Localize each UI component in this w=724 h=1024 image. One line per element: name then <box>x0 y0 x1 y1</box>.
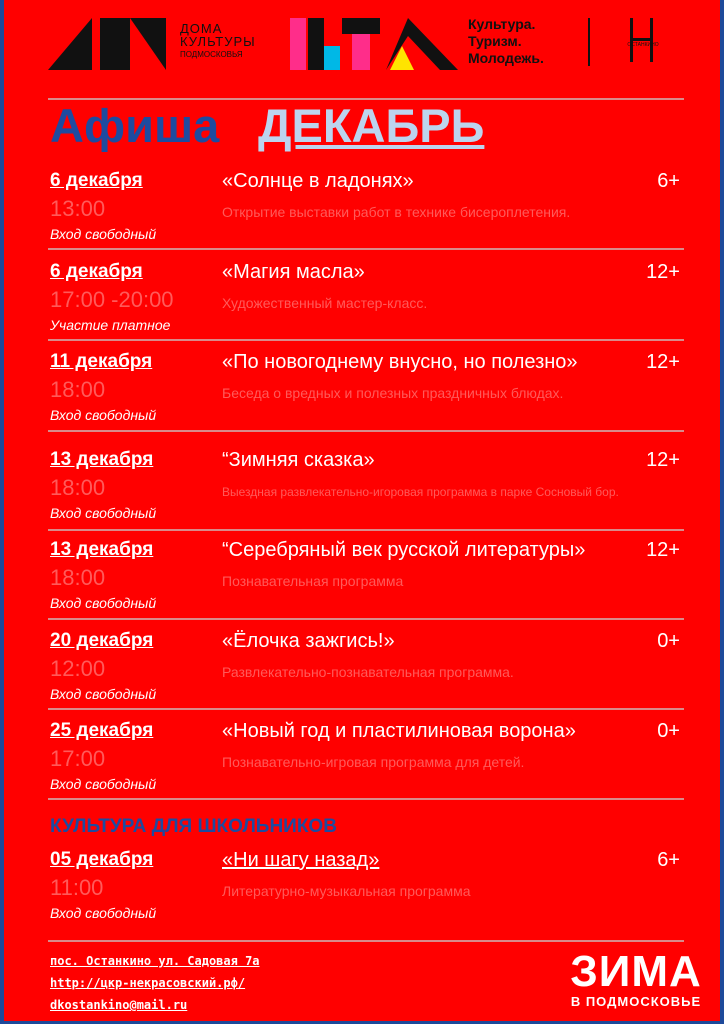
dk-logo-line3: ПОДМОСКОВЬЯ <box>180 50 243 59</box>
event-entry: Вход свободный <box>50 505 157 521</box>
footer-contacts <box>50 950 260 1016</box>
event-entry: Вход свободный <box>50 905 157 921</box>
event-desc: Выездная развлекательно-игоровая программа в парке Сосновый бор. <box>222 485 619 499</box>
event-name: «Ни шагу назад» <box>222 849 380 871</box>
event-date: 05 декабря <box>50 849 154 870</box>
event-item <box>50 720 686 810</box>
event-desc: Открытие выставки работ в технике бисероплетения. <box>222 204 571 220</box>
event-date: 11 декабря <box>50 351 153 372</box>
section-title: КУЛЬТУРА ДЛЯ ШКОЛЬНИКОВ <box>50 816 337 837</box>
event-item <box>50 849 686 939</box>
event-time: 18:00 <box>50 475 106 500</box>
event-entry: Вход свободный <box>50 776 157 792</box>
event-desc: Беседа о вредных и полезных праздничных блюдах. <box>222 385 564 401</box>
event-age: 12+ <box>646 539 680 561</box>
event-date: 20 декабря <box>50 630 154 651</box>
dk-logo-icon <box>48 16 168 72</box>
event-date: 13 декабря <box>50 449 154 470</box>
event-desc: Художественный мастер-класс. <box>222 295 428 311</box>
divider <box>48 248 684 250</box>
divider-bottom <box>48 940 684 942</box>
event-item <box>50 630 686 720</box>
event-entry: Вход свободный <box>50 686 157 702</box>
divider <box>48 708 684 710</box>
event-date: 6 декабря <box>50 261 143 282</box>
event-item <box>50 539 686 629</box>
header-logos <box>4 0 720 90</box>
event-name: «По новогоднему внусно, но полезно» <box>222 351 578 373</box>
divider <box>48 339 684 341</box>
title-afisha: Афиша <box>50 99 220 152</box>
event-age: 12+ <box>646 261 680 283</box>
header-divider <box>588 18 590 66</box>
event-name: «Солнце в ладонях» <box>222 170 414 192</box>
event-age: 0+ <box>657 630 680 652</box>
ministry-line3: Молодежь. <box>468 50 544 66</box>
event-time: 17:00 <box>50 746 106 771</box>
event-item <box>50 351 686 441</box>
zima-logo-title: ЗИМА <box>570 947 702 996</box>
event-date: 6 декабря <box>50 170 143 191</box>
event-date: 25 декабря <box>50 720 154 741</box>
footer-website-link[interactable]: http://цкр-некрасовский.рф/ <box>50 976 246 990</box>
event-entry: Участие платное <box>50 317 171 333</box>
ministry-line1: Культура. <box>468 16 536 32</box>
event-age: 12+ <box>646 449 680 471</box>
event-age: 6+ <box>657 170 680 192</box>
event-time: 11:00 <box>50 875 104 900</box>
ostankino-logo-text: ОСТАНКИНО <box>627 42 659 48</box>
divider <box>48 798 684 800</box>
event-entry: Вход свободный <box>50 595 157 611</box>
event-item <box>50 449 686 539</box>
event-item <box>50 170 686 260</box>
ministry-logo-text <box>468 16 544 67</box>
event-time: 12:00 <box>50 656 106 681</box>
event-date: 13 декабря <box>50 539 154 560</box>
event-age: 0+ <box>657 720 680 742</box>
ministry-logo-icon <box>290 16 460 72</box>
event-entry: Вход свободный <box>50 226 157 242</box>
zima-logo-subtitle: В ПОДМОСКОВЬЕ <box>570 994 702 1009</box>
event-desc: Развлекательно-познавательная программа. <box>222 664 514 680</box>
event-name: “Серебряный век русской литературы» <box>222 539 586 561</box>
event-desc: Литературно-музыкальная программа <box>222 883 471 899</box>
event-time: 18:00 <box>50 565 106 590</box>
dk-logo-text <box>180 22 256 61</box>
event-name: «Новый год и пластилиновая ворона» <box>222 720 576 742</box>
event-time: 18:00 <box>50 377 106 402</box>
title-month: ДЕКАБРЬ <box>258 99 485 152</box>
dk-logo-line1: ДОМА <box>180 21 223 36</box>
event-age: 12+ <box>646 351 680 373</box>
event-entry: Вход свободный <box>50 407 157 423</box>
event-name: “Зимняя сказка» <box>222 449 375 471</box>
event-name: «Магия масла» <box>222 261 365 283</box>
divider <box>48 529 684 531</box>
event-time: 17:00 -20:00 <box>50 287 174 312</box>
footer-address: пос. Останкино ул. Садовая 7а <box>50 954 260 968</box>
event-item <box>50 261 686 351</box>
dk-logo-line2: КУЛЬТУРЫ <box>180 34 256 49</box>
divider <box>48 618 684 620</box>
event-desc: Познавательно-игровая программа для детей. <box>222 754 525 770</box>
event-name: «Ёлочка зажгись!» <box>222 630 395 652</box>
event-time: 13:00 <box>50 196 106 221</box>
ministry-line2: Туризм. <box>468 33 522 49</box>
zima-logo <box>566 947 706 1009</box>
event-age: 6+ <box>657 849 680 871</box>
divider <box>48 430 684 432</box>
footer-email-link[interactable]: dkostankino@mail.ru <box>50 998 188 1012</box>
event-desc: Познавательная программа <box>222 573 404 589</box>
